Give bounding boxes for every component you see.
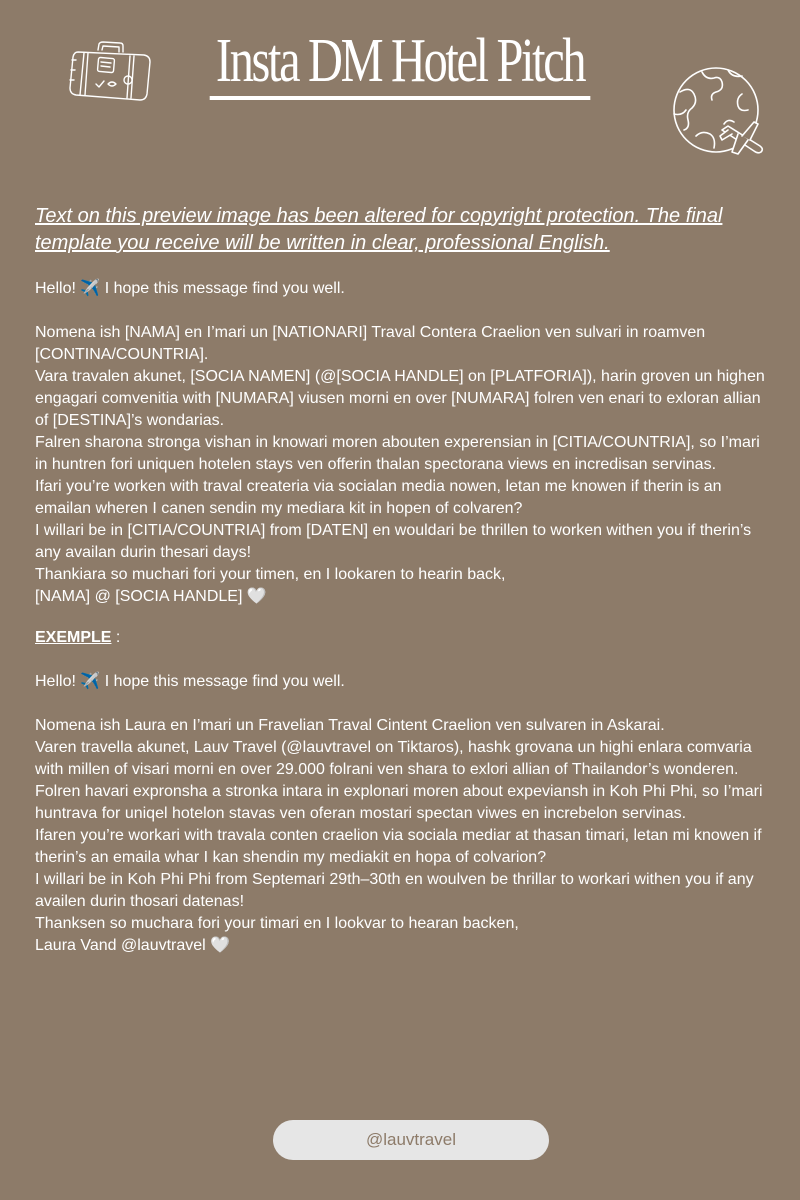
page-title: Insta DM Hotel Pitch — [210, 28, 591, 100]
template-line: Nomena ish [NAMA] en I’mari un [NATIONARI] Traval Contera Craelion ven sulvari in roamven [CONTINA/COUNTRIA]. — [35, 324, 706, 363]
template-line: I willari be in [CITIA/COUNTRIA] from [DATEN] en wouldari be thrillen to worken withen you if therin’s any availan durin thesari days! — [35, 522, 752, 561]
globe-airplane-icon — [672, 64, 766, 158]
copyright-notice: Text on this preview image has been altered for copyright protection. The final template you receive will be written in clear, professional English. — [35, 205, 723, 254]
example-line: Folren havari expronsha a stronka intara in explonari moren about expeviansh in Koh Phi Phi, so I’mari huntrava for uniqel hotelon stavas ven oferan mostari spectan viwes en increbelon servinas. — [35, 783, 763, 822]
message-content — [35, 278, 770, 957]
template-line: Thankiara so muchari fori your timen, en I lookaren to hearin back, — [35, 566, 506, 583]
example-line: Nomena ish Laura en I’mari un Fravelian Traval Cintent Craelion ven sulvaren in Askarai. — [35, 717, 665, 734]
example-line: I willari be in Koh Phi Phi from Septemari 29th–30th en woulven be thrillar to workari withen you if any availen durin thosari datenas! — [35, 871, 754, 910]
example-line: Laura Vand @lauvtravel 🤍 — [35, 937, 231, 954]
example-greeting: Hello! ✈️ I hope this message find you well. — [35, 673, 345, 690]
template-line: Vara travalen akunet, [SOCIA NAMEN] (@[SOCIA HANDLE] on [PLATFORIA]), harin groven un highen engagari comvenitia with [NUMARA] viusen morni en over [NUMARA] folren ven enari to exloran allian of [DESTINA]’s wondarias. — [35, 368, 765, 429]
example-heading — [35, 627, 770, 649]
template-line: Ifari you’re worken with traval createria via socialan media nowen, letan me knowen if therin is an emailan wheren I canen sendin my mediara kit in hopen of colvaren? — [35, 478, 722, 517]
example-label: EXEMPLE — [35, 629, 112, 646]
handle-badge: @lauvtravel — [273, 1120, 549, 1160]
example-label-suffix: : — [111, 629, 121, 646]
example-line: Ifaren you’re workari with travala conten craelion via sociala mediar at thasan timari, letan mi knowen if therin’s an emaila whar I kan shendin my mediakit en hopa of colvarion? — [35, 827, 762, 866]
template-greeting: Hello! ✈️ I hope this message find you well. — [35, 280, 345, 297]
template-line: Falren sharona stronga vishan in knowari moren abouten experensian in [CITIA/COUNTRIA], so I’mari in huntren fori uniquen hotelen stays ven offerin thalan spectorana views en incredisan servinas. — [35, 434, 760, 473]
template-line: [NAMA] @ [SOCIA HANDLE] 🤍 — [35, 588, 267, 605]
example-line: Thanksen so muchara fori your timari en I lookvar to hearan backen, — [35, 915, 519, 932]
example-line: Varen travella akunet, Lauv Travel (@lauvtravel on Tiktaros), hashk grovana un highi enlara comvaria with millen of visari morni en over 29.000 folrani ven shara to exlori allian of Thailandor’s wonderen. — [35, 739, 752, 778]
